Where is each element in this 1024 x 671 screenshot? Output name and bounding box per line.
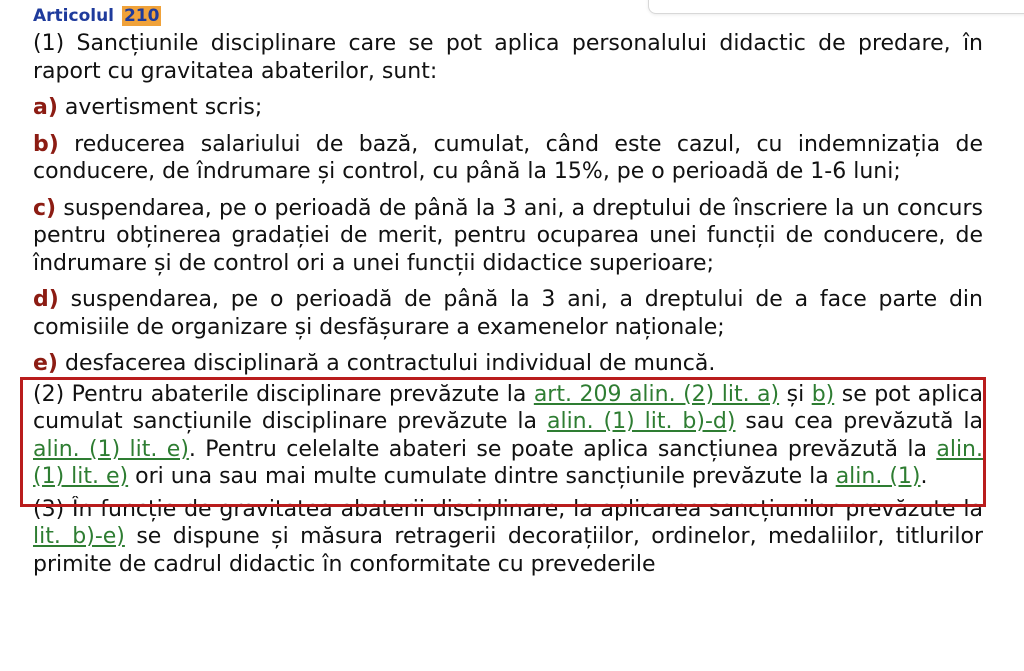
- paragraph-text: se dispune și măsura retragerii decorațiilor, ordinelor, medaliilor, titlurilor primite de cadrul didactic în conformitate cu prevederile: [33, 524, 983, 577]
- item-a: [33, 94, 983, 122]
- top-card-panel: [648, 0, 1024, 14]
- paragraph-text: și: [779, 381, 812, 407]
- item-text: avertisment scris;: [57, 95, 263, 120]
- link-alin-1-lit-e-second[interactable]: alin. (1) lit. e): [33, 436, 983, 489]
- item-letter: b): [33, 131, 59, 157]
- link-lit-b-e[interactable]: lit. b)-e): [33, 524, 125, 549]
- paragraph-text: (3) În funcție de gravitatea abaterii disciplinare, la aplicarea sancțiunilor prevăzute la: [33, 496, 983, 522]
- link-alin-1-lit-b-d[interactable]: alin. (1) lit. b)-d): [546, 409, 736, 434]
- item-text: desfacerea disciplinară a contractului individual de muncă.: [57, 351, 716, 376]
- item-e: [33, 350, 983, 378]
- article-body: [33, 30, 983, 582]
- paragraph-1-intro: (1) Sancțiunile disciplinare care se pot aplica personalului didactic de predare, în raport cu gravitatea abaterilor, sunt:: [33, 31, 983, 84]
- item-c: [33, 195, 983, 278]
- paragraph-text: ori una sau mai multe cumulate dintre sancțiunile prevăzute la: [128, 464, 836, 489]
- article-number-badge: 210: [123, 6, 160, 26]
- item-text: suspendarea, pe o perioadă de până la 3 ani, a dreptului de înscriere la un concurs pentru obținerea gradației de merit, pentru ocuparea unei funcții de conducere, de îndrumare și de control ori a unei funcții didactice superioare;: [33, 195, 983, 276]
- item-text: reducerea salariului de bază, cumulat, când este cazul, cu indemnizația de conducere, de îndrumare și control, cu până la 15%, pe o perioadă de 1-6 luni;: [33, 131, 983, 184]
- article-label: Articolul: [33, 6, 115, 26]
- article-heading: [33, 5, 161, 27]
- paragraph-text: (2) Pentru abaterile disciplinare prevăzute la: [33, 381, 534, 407]
- item-b: [33, 131, 983, 186]
- link-alin-1-lit-e[interactable]: alin. (1) lit. e): [33, 436, 189, 462]
- paragraph-text: sau cea prevăzută la: [735, 409, 983, 434]
- paragraph-3-visible-area: [33, 496, 983, 582]
- link-lit-b[interactable]: b): [811, 381, 835, 407]
- item-text: suspendarea, pe o perioadă de până la 3 ani, a dreptului de a face parte din comisiile de organizare și desfășurare a examenelor naționale;: [33, 287, 983, 340]
- item-d: [33, 286, 983, 341]
- link-alin-1[interactable]: alin. (1): [835, 464, 921, 489]
- paragraph-2: [33, 381, 983, 491]
- item-letter: c): [33, 195, 57, 221]
- item-letter: a): [33, 95, 58, 120]
- paragraph-text: se pot aplica cumulat sancțiunile disciplinare prevăzute la: [33, 381, 984, 434]
- item-letter: e): [33, 351, 58, 376]
- item-letter: d): [33, 287, 59, 312]
- paragraph-text: .: [920, 464, 928, 489]
- link-art-209-alin-2-lit-a[interactable]: art. 209 alin. (2) lit. a): [533, 381, 780, 407]
- paragraph-2-highlight: [33, 381, 983, 491]
- paragraph-3: [33, 496, 983, 579]
- paragraph-text: . Pentru celelalte abateri se poate aplica sancțiunea prevăzută la: [188, 436, 937, 462]
